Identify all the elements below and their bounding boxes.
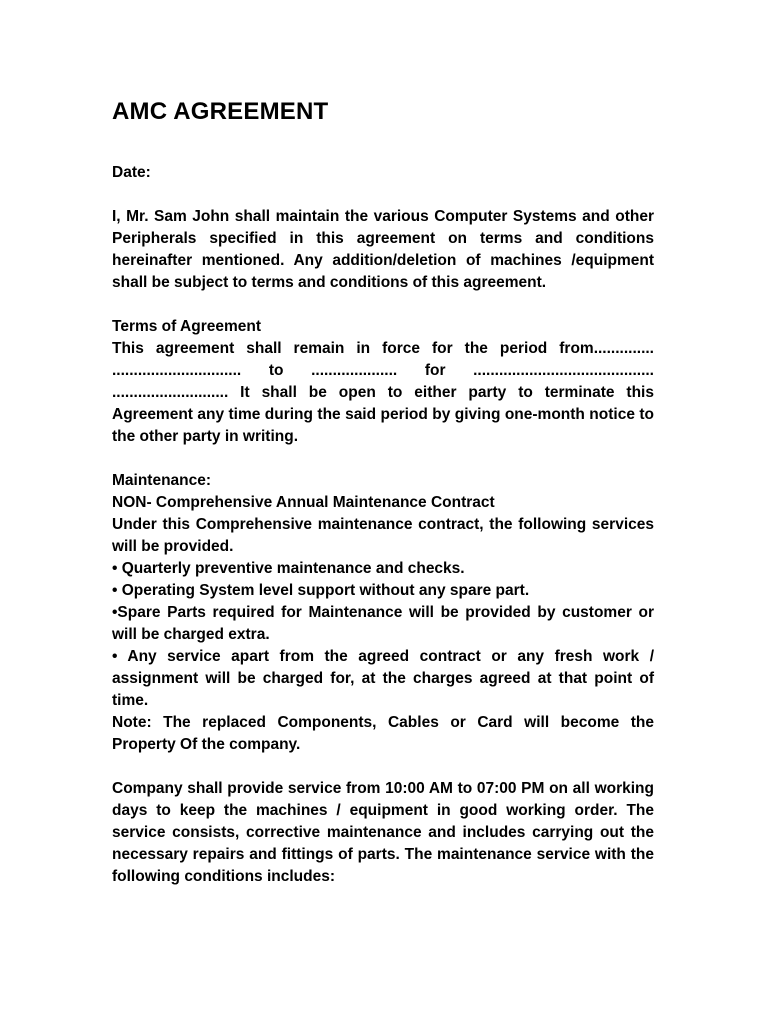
maintenance-section <box>112 470 654 756</box>
maintenance-bullet-3: •Spare Parts required for Maintenance will be provided by customer or will be charged extra. <box>112 604 654 643</box>
terms-line-1: This agreement shall remain in force for the period from.............. <box>112 340 654 357</box>
document-body <box>112 96 654 910</box>
maintenance-bullet-2: • Operating System level support without any spare part. <box>112 582 530 599</box>
date-label: Date: <box>112 164 151 181</box>
terms-section <box>112 316 654 448</box>
service-paragraph: Company shall provide service from 10:00 AM to 07:00 PM on all working days to keep the machines / equipment in good working order. The service consists, corrective maintenance and includes carrying out the necessary repairs and fittings of parts. The maintenance service with the following conditions includes: <box>112 780 654 885</box>
document-title: AMC AGREEMENT <box>112 98 329 125</box>
intro-paragraph: I, Mr. Sam John shall maintain the various Computer Systems and other Peripherals specified in this agreement on terms and conditions hereinafter mentioned. Any addition/deletion of machines /equipment shall be subject to terms and conditions of this agreement. <box>112 208 654 291</box>
terms-rest: ........................... It shall be open to either party to terminate this Agreement any time during the said period by giving one-month notice to the other party in writing. <box>112 384 654 445</box>
terms-heading: Terms of Agreement <box>112 318 262 335</box>
maintenance-bullet-4: • Any service apart from the agreed contract or any fresh work / assignment will be charged for, at the charges agreed at that point of time. <box>112 648 654 709</box>
contract-type: NON- Comprehensive Annual Maintenance Contract <box>112 494 495 511</box>
maintenance-intro: Under this Comprehensive maintenance contract, the following services will be provided. <box>112 516 654 555</box>
maintenance-note: Note: The replaced Components, Cables or Card will become the Property Of the company. <box>112 714 654 753</box>
terms-line-2: .............................. to .................... for .......................................... <box>112 362 654 379</box>
maintenance-heading: Maintenance: <box>112 472 212 489</box>
maintenance-bullet-1: • Quarterly preventive maintenance and checks. <box>112 560 465 577</box>
